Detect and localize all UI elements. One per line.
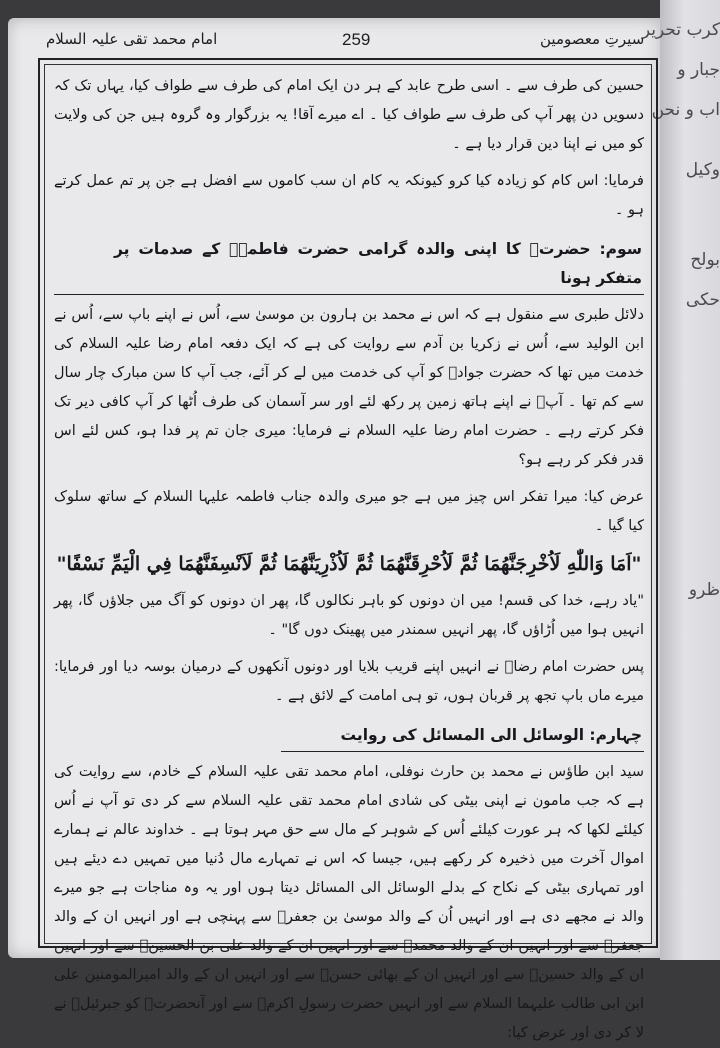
body-paragraph: سید ابن طاؤس نے محمد بن حارث نوفلی، امام محمد تقی علیہ السلام کے خادم، سے روایت کی ہے کہ جب مامون نے اپنی بیٹی کی شادی امام محمد تقی علیہ السلام سے کر دی تو آپ نے اُس کیلئے لکھا کہ ہر عورت کیلئے اُس کے شوہر کے مال سے حق مہر ہوتا ہے ۔ خداوند عالم نے ہمارے اموال آخرت میں ذخیرہ کر رکھے ہیں، جیسا کہ اس نے تمہارے مال دُنیا میں تمہیں دے دیئے ہیں اور تمہاری بیٹی کے نکاح کے بدلے الوسائل الی المسائل دیتا ہوں اور یہ وہ مناجات ہے جو میرے والد نے مجھے دی ہے اور انہیں اُن کے والد موسیٰ بن جعفرؑ سے پہنچی ہے اور انہیں ان کے والد جعفرؑ سے اور انہیں ان کے والد محمدؑ سے اور انہیں ان کے والد علی بن الحسینؑ سے اور انہیں ان کے والد حسینؑ سے اور انہیں ان کے بھائی حسنؑ سے اور انہیں ان کے والد امیرالمومنین علی ابن ابی طالب علیہما السلام سے اور انہیں حضرت رسولِ اکرمؐ سے اور آنحضرتؐ کو جبرئیلؑ نے لا کر دی اور عرض کیا:	[54, 764, 644, 1041]
body-paragraph: عرض کیا: میرا تفکر اس چیز میں ہے جو میری والدہ جناب فاطمہ علیہا السلام کے ساتھ سلوک کیا گیا ۔	[54, 489, 644, 534]
adjacent-page	[641, 0, 720, 960]
section-heading: چہارم: الوسائل الی المسائل کی روایت	[281, 721, 645, 752]
body-paragraph: دلائل طبری سے منقول ہے کہ اس نے محمد بن ہارون بن موسیٰ سے، اُس نے اپنے باپ سے، اُس نے ابن الولید سے، اُس نے زکریا بن آدم سے روایت کی ہے کہ ایک دفعہ امام رضا علیہ السلام کی خدمت میں تھا کہ حضرت جوادؑ کو آپ کی خدمت میں لے کر آئے، جب آپ کا سن مبارک چار سال سے کم تھا ۔ آپؑ نے اپنے ہاتھ زمین پر رکھ لئے اور سر آسمان کی طرف اُٹھا کر آپ کافی دیر تک فکر کرتے رہے ۔ حضرت امام رضا علیہ السلام نے فرمایا: میری جان تم پر فدا ہو، کس لئے اس قدر فکر کر رہے ہو؟	[54, 307, 644, 468]
body-paragraph: فرمایا: اس کام کو زیادہ کیا کرو کیونکہ یہ کام ان سب کاموں سے افضل ہے جن پر تم عمل کرتے ہو ۔	[54, 173, 644, 218]
header-book-title: سیرتِ معصومین	[540, 30, 645, 48]
adjacent-page-fragment: کرب تحریر	[641, 20, 720, 40]
adjacent-page-fragment: ظرو	[688, 580, 720, 600]
page-body	[54, 72, 644, 1041]
header-chapter-title: امام محمد تقی علیہ السلام	[46, 30, 218, 48]
adjacent-page-fragment: جبار و	[677, 60, 720, 80]
adjacent-page-fragment: بولح	[690, 250, 720, 270]
body-paragraph: "یاد رہے، خدا کی قسم! میں ان دونوں کو باہر نکالوں گا، پھر ان دونوں کو آگ میں جلاؤں گا، پھر انہیں ہوا میں اُڑاؤں گا، پھر انہیں سمندر میں پھینک دوں گا" ۔	[54, 593, 644, 638]
arabic-quote: "اَمَا وَاللّٰهِ لَاُخْرِجَنَّهُمَا ثُمَّ لَاُحْرِقَنَّهُمَا ثُمَّ لَاُذْرِيَنَّهُمَا ثُمَّ لَاَنْسِفَنَّهُمَا فِي الْيَمِّ نَسْفًا"	[56, 553, 642, 575]
adjacent-page-fragment: حکی	[685, 290, 720, 310]
adjacent-page-fragment: اب و نحن	[651, 100, 720, 120]
section-heading: سوم: حضرتؑ کا اپنی والدہ گرامی حضرت فاطمہؑ کے صدمات پر متفکر ہونا	[54, 235, 644, 295]
body-paragraph: حسین کی طرف سے ۔ اسی طرح عابد کے ہر دن ایک امام کی طرف سے طواف کیا، یہاں تک کہ دسویں دن پھر آپ کی طرف سے طواف کیا ۔ اے میرے آقا! یہ بزرگوار وہ گروہ ہیں جن کی ولایت کو میں نے اپنا دین قرار دیا ہے ۔	[54, 78, 644, 152]
body-paragraph: پس حضرت امام رضاؑ نے انہیں اپنے قریب بلایا اور دونوں آنکھوں کے درمیان بوسہ دیا اور فرمایا: میرے ماں باپ تجھ پر قربان ہوں، تو ہی امامت کے لائق ہے ۔	[54, 659, 644, 704]
adjacent-page-fragment: وکیل	[685, 160, 720, 180]
page-number: 259	[342, 30, 371, 49]
